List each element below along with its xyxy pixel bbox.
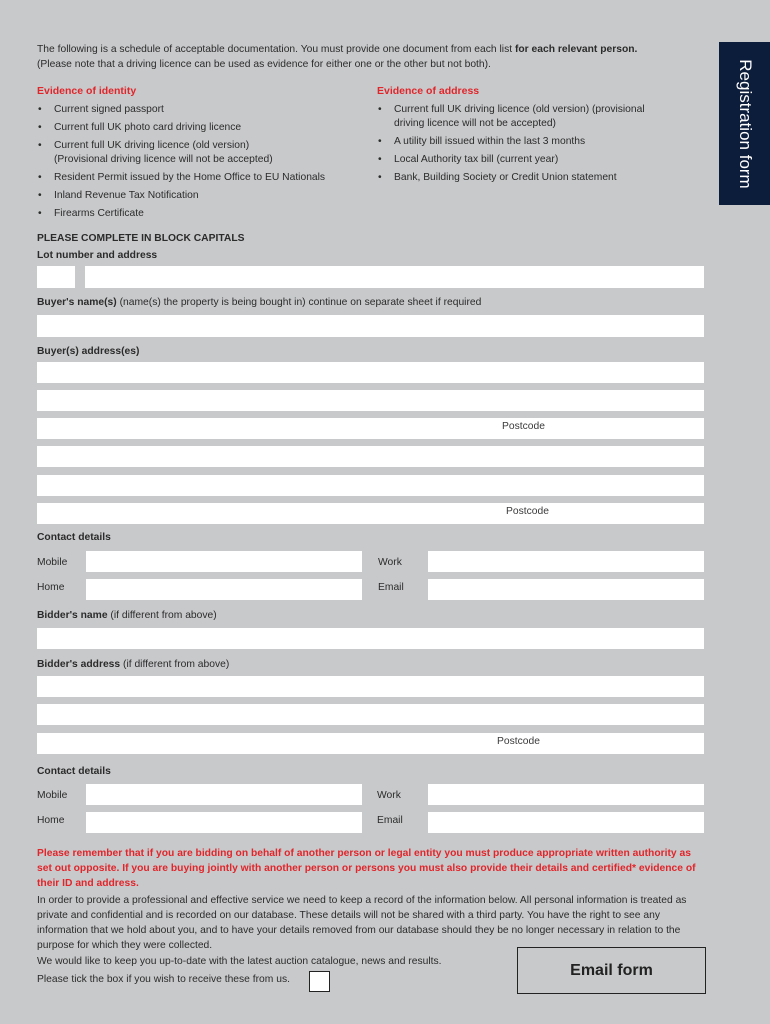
- intro-line1-bold: for each relevant person.: [514, 44, 638, 55]
- buyer-home-field[interactable]: [86, 579, 362, 600]
- list-item: • Local Authority tax bill (current year): [377, 153, 645, 167]
- list-item-continuation-text: (Provisional driving licence will not be accepted): [54, 154, 273, 165]
- bidder-mobile-field[interactable]: [86, 784, 362, 805]
- buyer-address-postcode-row-1[interactable]: [37, 418, 704, 439]
- buyer-address-label: Buyer(s) address(es): [37, 346, 140, 357]
- list-item: • Current signed passport: [37, 103, 325, 117]
- bidder-home-field[interactable]: [86, 812, 362, 833]
- buyer-address-line-4[interactable]: [37, 475, 704, 496]
- address-evidence-list: [377, 103, 645, 189]
- bidder-email-field[interactable]: [428, 812, 704, 833]
- email-form-button[interactable]: Email form: [517, 947, 706, 994]
- list-item-continuation: [37, 153, 325, 167]
- address-evidence-heading: Evidence of address: [377, 85, 480, 97]
- list-item-continuation-text: driving licence will not be accepted): [394, 118, 556, 129]
- list-item: • Resident Permit issued by the Home Office to EU Nationals: [37, 171, 325, 185]
- contact-details-label: Contact details: [37, 766, 111, 777]
- lot-address-field[interactable]: [85, 266, 704, 288]
- postcode-label: Postcode: [497, 736, 540, 747]
- bidder-name-note: (if different from above): [110, 610, 217, 621]
- intro-line1: The following is a schedule of acceptable documentation. You must provide one document from each list: [37, 44, 515, 55]
- buyer-name-label-row: [37, 296, 481, 310]
- intro-line2: (Please note that a driving licence can be used as evidence for either one or the other but not both).: [37, 59, 491, 70]
- list-item: • Inland Revenue Tax Notification: [37, 189, 325, 203]
- contact-details-label: Contact details: [37, 532, 111, 543]
- list-item: • Firearms Certificate: [37, 207, 325, 221]
- bidder-name-label-row: [37, 609, 217, 623]
- lot-number-field[interactable]: [37, 266, 75, 288]
- tab-label: Registration form: [735, 58, 755, 189]
- buyer-address-postcode-row-2[interactable]: [37, 503, 704, 524]
- list-item: • Current full UK photo card driving licence: [37, 121, 325, 135]
- list-item: • Current full UK driving licence (old version) (provisional: [377, 103, 645, 117]
- bidder-address-label-row: [37, 658, 229, 672]
- email-label: Email: [378, 582, 404, 593]
- mobile-label: Mobile: [37, 557, 68, 568]
- authority-warning: Please remember that if you are bidding on behalf of another person or legal entity you must produce appropriate written authority as set out opposite. If you are buying jointly with another person or persons you must also provide their details and certified* evidence of their ID and address.: [37, 848, 696, 889]
- updates-text: We would like to keep you up-to-date with the latest auction catalogue, news and results.: [37, 956, 442, 967]
- lot-label: Lot number and address: [37, 250, 158, 261]
- bidder-address-postcode-row[interactable]: [37, 733, 704, 754]
- identity-list: [37, 103, 325, 225]
- list-item: • A utility bill issued within the last 3 months: [377, 135, 645, 149]
- list-item-continuation: [377, 117, 645, 131]
- buyer-address-line-3[interactable]: [37, 446, 704, 467]
- buyer-name-label: Buyer's name(s): [37, 297, 117, 308]
- privacy-notice: In order to provide a professional and effective service we need to keep a record of the information below. All personal information is treated as private and confidential and is recorded on our database. These details will not be shared with a third party. You have the right to see any information that we hold about you, and to have your details removed from our database should they be no longer necessary in relation to the purpose for which they were collected.: [37, 895, 687, 951]
- buyer-address-line-2[interactable]: [37, 390, 704, 411]
- bidder-address-line-1[interactable]: [37, 676, 704, 697]
- buyer-name-note: (name(s) the property is being bought in) continue on separate sheet if required: [119, 297, 482, 308]
- bidder-address-line-2[interactable]: [37, 704, 704, 725]
- home-label: Home: [37, 815, 65, 826]
- bidder-name-field[interactable]: [37, 628, 704, 649]
- updates-checkbox[interactable]: [309, 971, 330, 992]
- intro-text: [37, 42, 707, 72]
- list-item: • Current full UK driving licence (old version): [37, 139, 325, 153]
- buyer-name-field[interactable]: [37, 315, 704, 337]
- work-label: Work: [377, 790, 401, 801]
- buyer-address-line-1[interactable]: [37, 362, 704, 383]
- postcode-label: Postcode: [506, 506, 549, 517]
- bidder-name-label: Bidder's name: [37, 610, 108, 621]
- bidder-address-note: (if different from above): [123, 659, 230, 670]
- home-label: Home: [37, 582, 65, 593]
- tick-box-text: Please tick the box if you wish to receive these from us.: [37, 974, 290, 985]
- bidder-address-label: Bidder's address: [37, 659, 121, 670]
- list-item: • Bank, Building Society or Credit Union statement: [377, 171, 645, 185]
- identity-heading: Evidence of identity: [37, 85, 137, 97]
- buyer-email-field[interactable]: [428, 579, 704, 600]
- bidder-work-field[interactable]: [428, 784, 704, 805]
- buyer-mobile-field[interactable]: [86, 551, 362, 572]
- mobile-label: Mobile: [37, 790, 68, 801]
- work-label: Work: [378, 557, 402, 568]
- registration-form-tab: [719, 42, 770, 205]
- block-capitals-heading: PLEASE COMPLETE IN BLOCK CAPITALS: [37, 233, 245, 244]
- postcode-label: Postcode: [502, 421, 545, 432]
- email-label: Email: [377, 815, 403, 826]
- buyer-work-field[interactable]: [428, 551, 704, 572]
